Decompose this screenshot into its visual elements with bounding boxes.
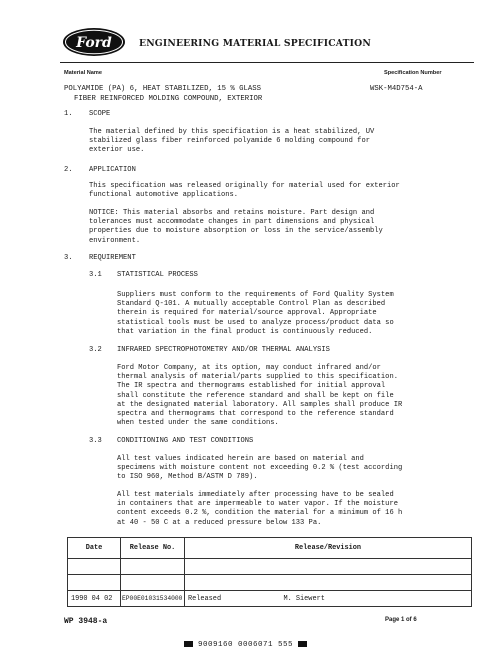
text-line: at 40 - 50 C at a reduced pressure below 133 Pa. [117, 518, 322, 527]
section-3-1-title: STATISTICAL PROCESS [117, 271, 198, 279]
scope-text [89, 128, 474, 156]
cell-revision [185, 559, 472, 575]
notice-line: environment. [89, 236, 141, 245]
cell-revision [185, 575, 472, 591]
spec-number: WSK-M4D754-A [370, 85, 423, 93]
barcode-text: 9009160 0006071 555 [198, 641, 294, 649]
section-1-title: SCOPE [89, 110, 111, 118]
ford-logo [62, 27, 126, 57]
material-name-line1: POLYAMIDE (PA) 6, HEAT STABILIZED, 15 % GLASS [64, 85, 262, 93]
section-3-1-number: 3.1 [89, 271, 102, 279]
revision-table [67, 537, 472, 607]
infrared-analysis-text [117, 364, 474, 428]
application-line: This specification was released originally for material used for exterior [89, 182, 400, 190]
section-1-number: 1. [64, 110, 73, 118]
text-line: shall constitute the reference standard and shall be kept on file [117, 391, 394, 400]
form-number: WP 3948-a [64, 617, 108, 626]
material-name-label: Material Name [64, 70, 102, 76]
text-line: at the designated material laboratory. All samples shall produce IR [117, 400, 403, 409]
text-line: in containers that are impermeable to water vapor. If the moisture [117, 500, 398, 509]
barcode-block-icon [184, 641, 193, 647]
section-2-number: 2. [64, 166, 73, 174]
text-line: spectra and thermograms that correspond to the reference standard [117, 410, 394, 419]
text-line: The IR spectra and thermograms established for initial approval [117, 382, 386, 391]
cell-release-no: EP00E01031534000 [121, 591, 185, 607]
document-title: ENGINEERING MATERIAL SPECIFICATION [139, 38, 371, 49]
section-3-3-title: CONDITIONING AND TEST CONDITIONS [117, 437, 254, 445]
text-line: Standard Q-101. A mutually acceptable Control Plan as described [117, 300, 386, 309]
section-3-title: REQUIREMENT [89, 254, 136, 262]
spec-number-label: Specification Number [384, 70, 442, 76]
cell-author: M. Siewert [281, 591, 472, 607]
application-text [89, 182, 474, 200]
scope-line: exterior use. [89, 146, 145, 155]
page-number: Page 1 of 6 [385, 617, 417, 623]
application-line: functional automotive applications. [89, 191, 238, 200]
conditioning-text-1 [117, 455, 474, 483]
text-line: that variation in the final product is continuously reduced. [117, 327, 373, 336]
section-3-number: 3. [64, 254, 73, 262]
text-line: All test values indicated herein are based on material and [117, 455, 364, 463]
cell-date [68, 559, 121, 575]
text-line: statistical tools must be used to analyze process/product data so [117, 318, 394, 327]
text-line: All test materials immediately after processing have to be sealed [117, 491, 394, 499]
table-row [68, 559, 472, 575]
table-row [68, 591, 472, 607]
date-header: Date [68, 538, 121, 559]
notice-line: NOTICE: This material absorbs and retains moisture. Part design and [89, 209, 375, 217]
text-line: thermal analysis of material/parts supplied to this specification. [117, 373, 398, 382]
notice-text [89, 209, 474, 246]
notice-line: properties due to moisture absorption or loss in the service/assembly [89, 227, 383, 236]
text-line: Ford Motor Company, at its option, may conduct infrared and/or [117, 364, 381, 372]
material-name-line2: FIBER REINFORCED MOLDING COMPOUND, EXTERIOR [74, 95, 263, 103]
material-name [64, 84, 364, 104]
table-row [68, 575, 472, 591]
text-line: specimens with moisture content not exceeding 0.2 % (test according [117, 464, 403, 473]
text-line: to ISO 960, Method B/ASTM D 789). [117, 473, 258, 482]
cell-revision: Released [185, 591, 281, 607]
release-no-header: Release No. [121, 538, 185, 559]
cell-release-no [121, 575, 185, 591]
conditioning-text-2 [117, 491, 474, 528]
cell-date: 1990 04 02 [68, 591, 121, 607]
release-revision-header: Release/Revision [185, 538, 472, 559]
section-3-2-number: 3.2 [89, 346, 102, 354]
scope-line: The material defined by this specification is a heat stabilized, UV [89, 128, 375, 136]
text-line: Suppliers must conform to the requirements of Ford Quality System [117, 291, 394, 299]
barcode-block-icon [298, 641, 307, 647]
notice-line: tolerances must accommodate changes in part dimensions and physical [89, 218, 375, 227]
text-line: therein is required for material/source approval. Appropriate [117, 309, 377, 318]
logo-wordmark: Ford [76, 35, 112, 51]
text-line: when tested under the same conditions. [117, 419, 279, 428]
header-rule [60, 62, 474, 63]
cell-date [68, 575, 121, 591]
section-3-2-title: INFRARED SPECTROPHOTOMETRY AND/OR THERMAL ANALYSIS [117, 346, 330, 354]
section-3-3-number: 3.3 [89, 437, 102, 445]
scope-line: stabilized glass fiber reinforced polyamide 6 molding compound for [89, 137, 370, 146]
cell-release-no [121, 559, 185, 575]
text-line: content exceeds 0.2 %, condition the material for a minimum of 16 h [117, 509, 403, 518]
section-2-title: APPLICATION [89, 166, 136, 174]
statistical-process-text [117, 291, 474, 337]
barcode [184, 641, 307, 649]
revision-table-header [68, 538, 472, 559]
